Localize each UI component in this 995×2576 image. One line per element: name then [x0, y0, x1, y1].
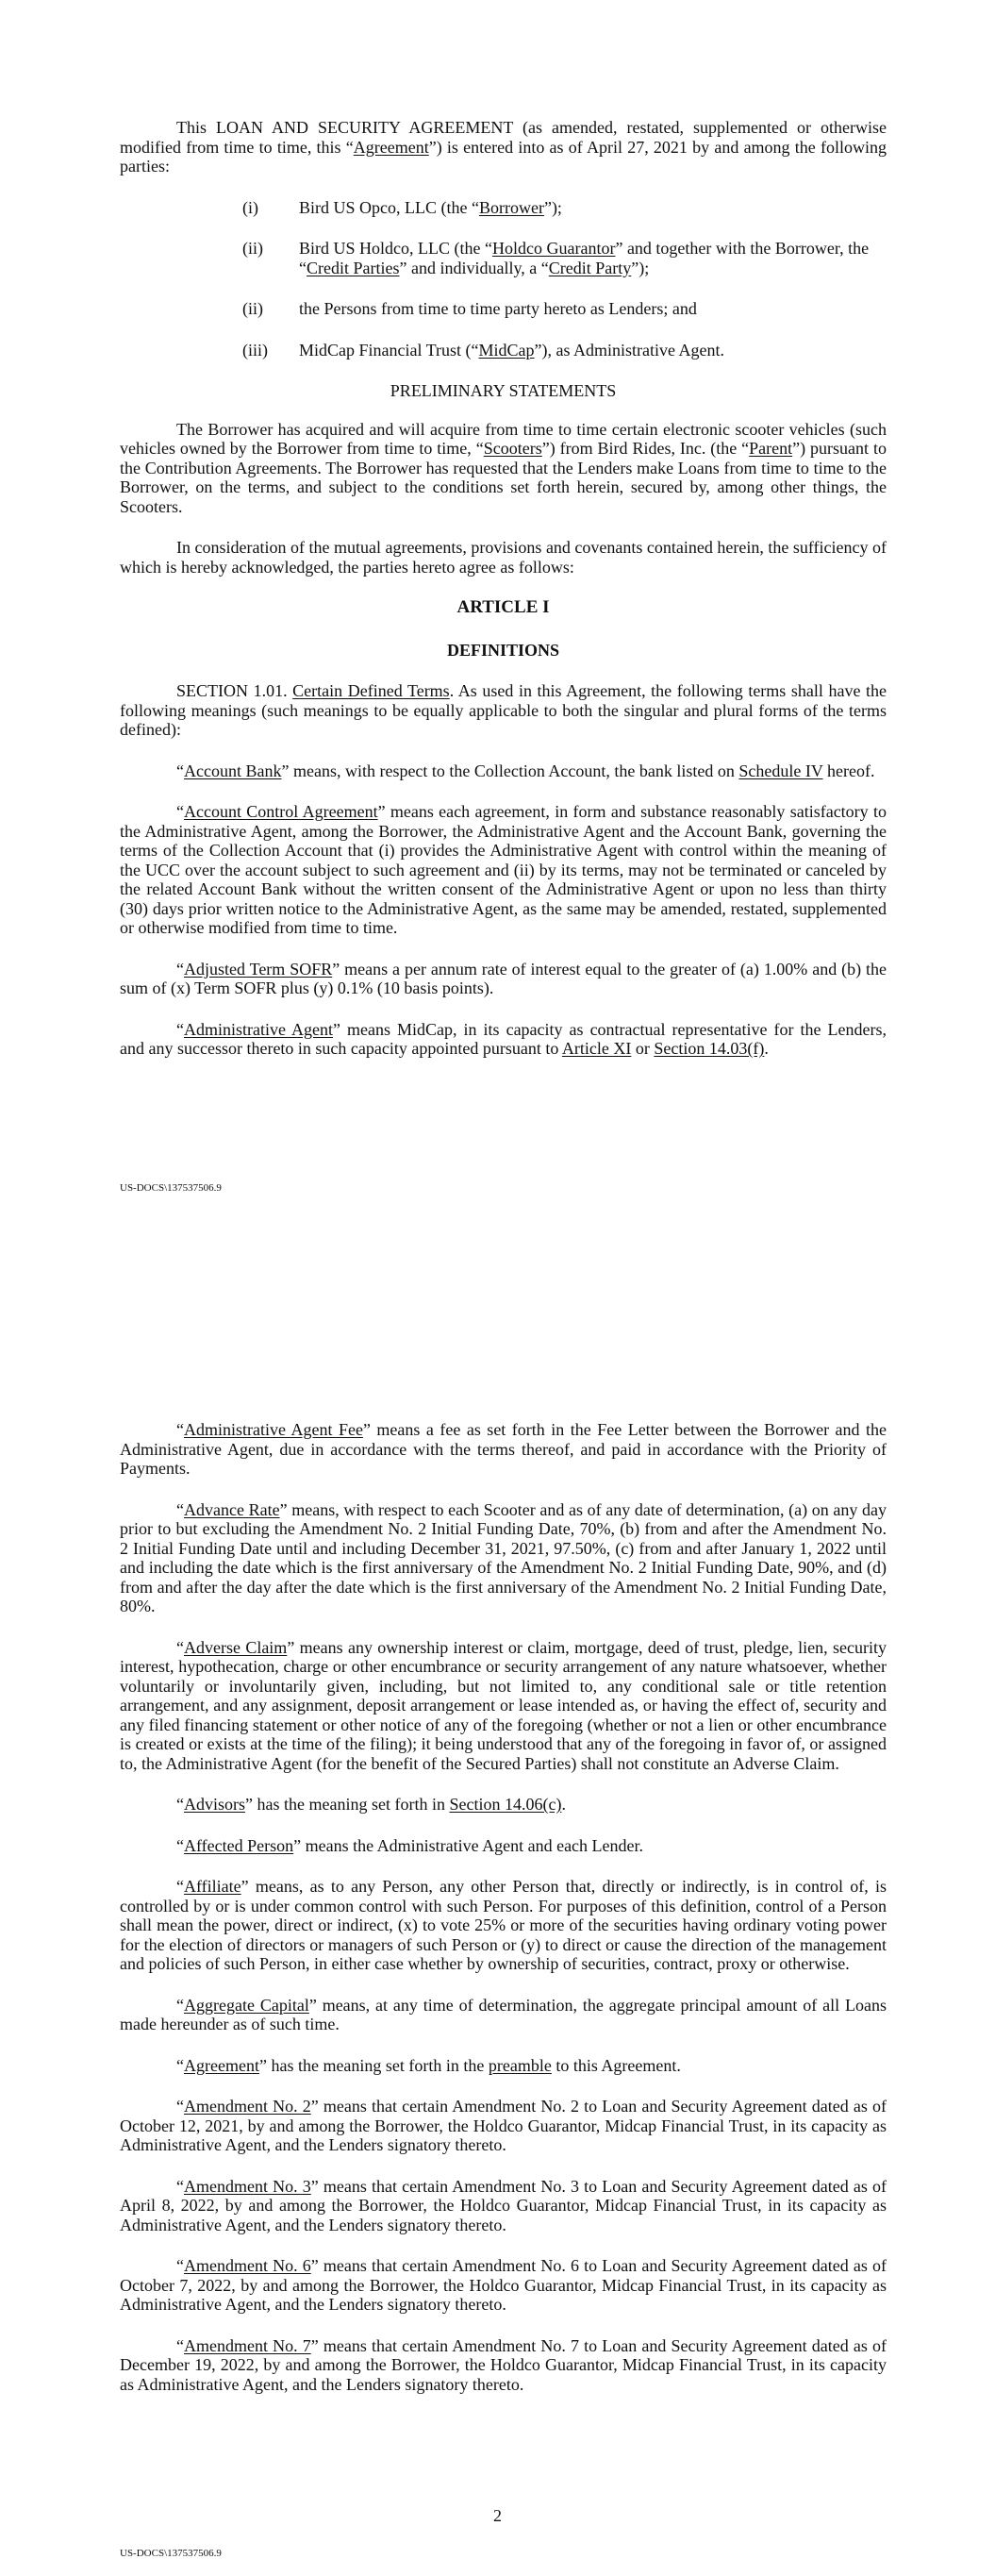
party-number: (iii) [242, 340, 268, 360]
article-heading: ARTICLE I [456, 597, 550, 617]
definition-paragraph [120, 681, 887, 740]
definition-paragraph [120, 960, 887, 998]
text-run: MidCap Financial Trust (“ [299, 340, 479, 360]
text-run: “ [176, 1019, 184, 1039]
document-page-2 [120, 1420, 887, 2416]
page-number: 2 [493, 2506, 502, 2525]
defined-term: Parent [749, 439, 793, 458]
definition-paragraph [120, 2256, 887, 2315]
defined-term: MidCap [478, 340, 535, 360]
text-run: “ [176, 2256, 184, 2275]
definitions-list [120, 681, 887, 1059]
text-run: ”) pursuant to the Contribution Agreements. The Borrower has requested that the Lenders make Loans from time to time to the Borrower, on the terms, and subject to the conditions set forth herein, secured by, among other things, the Scooters. [120, 439, 887, 516]
text-run: “ [176, 1420, 184, 1439]
text-run: ” means that certain Amendment No. 7 to Loan and Security Agreement dated as of December 19, 2022, by and among the Borrower, the Holdco Guarantor, Midcap Financial Trust, in its capacity as Administrative Agent, and the Lenders signatory thereto. [120, 2335, 887, 2394]
party-number: (ii) [242, 299, 263, 318]
defined-term: Agreement [353, 137, 429, 157]
text-run: “ [176, 761, 184, 780]
defined-term: Affected Person [184, 1835, 294, 1855]
party-number: (ii) [242, 239, 263, 258]
text-run: The Borrower has acquired and will acquire from time to time certain electronic scooter vehicles (such vehicles owned by the Borrower from time to time, “ [120, 419, 887, 458]
party-number: (i) [242, 197, 258, 217]
text-run: “ [176, 1835, 184, 1855]
text-run: . As used in this Agreement, the following terms shall have the following meanings (such meanings to be equally applicable to both the singular and plural forms of the terms defined): [120, 681, 887, 739]
definition-paragraph [120, 2097, 887, 2155]
document-footer-id: US-DOCS\137537506.9 [120, 2548, 222, 2559]
defined-term: Amendment No. 2 [184, 2097, 311, 2116]
text-run: . [764, 1039, 769, 1058]
party-item [120, 198, 887, 218]
party-text [299, 198, 887, 218]
defined-term: Administrative Agent [184, 1019, 333, 1039]
text-run: to this Agreement. [551, 2055, 681, 2075]
defined-term: Amendment No. 6 [184, 2256, 311, 2275]
party-item [120, 299, 887, 319]
defined-term: Section 14.06(c) [449, 1795, 562, 1814]
party-text [299, 299, 887, 319]
definition-paragraph [120, 1996, 887, 2034]
text-run: Bird US Holdco, LLC (the “ [299, 239, 492, 258]
defined-term: Adverse Claim [184, 1637, 288, 1657]
definition-paragraph [120, 1836, 887, 1856]
definition-paragraph [120, 1420, 887, 1479]
definition-paragraph [120, 1500, 887, 1616]
definition-paragraph [120, 761, 887, 781]
text-run: “ [176, 1637, 184, 1657]
text-run: ”) from Bird Rides, Inc. (the “ [541, 439, 750, 458]
text-run: “ [176, 959, 184, 979]
text-run: the Persons from time to time party hereto as Lenders; and [299, 299, 697, 318]
text-run: ” means MidCap, in its capacity as contractual representative for the Lenders, and any successor thereto in such capacity appointed pursuant to [120, 1019, 887, 1058]
document-footer-id: US-DOCS\137537506.9 [120, 1182, 222, 1194]
definition-paragraph [120, 2177, 887, 2235]
defined-term: Advance Rate [184, 1499, 280, 1519]
intro-paragraph [120, 118, 887, 176]
defined-term: preamble [488, 2055, 552, 2075]
text-run: ” means each agreement, in form and substance reasonably satisfactory to the Administrative Agent, among the Borrower, the Administrative Agent and the Account Bank, governing the terms of the Collection Account that (i) provides the Administrative Agent with control within the meaning of the UCC over the account subject to such agreement and (ii) by its terms, may not be terminated or canceled by the related Account Bank without the written consent of the Administrative Agent or upon no less than thirty (30) days prior written notice to the Administrative Agent, as the same may be amended, restated, supplemented or otherwise modified from time to time. [120, 802, 887, 937]
defined-term: Account Bank [184, 761, 282, 780]
text-run: . [561, 1795, 566, 1814]
text-run: ”) is entered into as of April 27, 2021 by and among the following parties: [120, 137, 887, 176]
text-run: ” means the Administrative Agent and each Lender. [293, 1835, 644, 1855]
text-run: ”); [631, 258, 650, 277]
defined-term: Agreement [184, 2055, 259, 2075]
text-run: “ [176, 2176, 184, 2196]
definitions-list [120, 1420, 887, 2394]
defined-term: Account Control Agreement [184, 802, 378, 821]
text-run: “ [176, 2335, 184, 2355]
party-item [120, 239, 887, 277]
defined-term: Schedule IV [738, 761, 823, 780]
text-run: ” means a per annum rate of interest equal to the greater of (a) 1.00% and (b) the sum of (x) Term SOFR plus (y) 0.1% (10 basis points). [120, 959, 887, 997]
definition-paragraph [120, 1795, 887, 1815]
document-page-1 [120, 118, 887, 1080]
defined-term: Aggregate Capital [184, 1995, 309, 2015]
preliminary-statements-paragraph [120, 420, 887, 517]
party-text [299, 239, 887, 277]
defined-term: Section 14.03(f) [654, 1039, 765, 1058]
text-run: In consideration of the mutual agreements, provisions and covenants contained herein, the sufficiency of which is hereby acknowledged, the parties hereto agree as follows: [120, 538, 887, 577]
defined-term: Article XI [561, 1039, 632, 1058]
text-run: “ [176, 802, 184, 821]
defined-term: Credit Parties [307, 258, 400, 277]
text-run: “ [176, 1995, 184, 2015]
text-run: ” and together with the Borrower, the “ [299, 239, 870, 277]
defined-term: Amendment No. 3 [184, 2176, 311, 2196]
definition-paragraph [120, 2056, 887, 2076]
text-run: hereof. [822, 761, 875, 780]
defined-term: Amendment No. 7 [184, 2335, 311, 2355]
definition-paragraph [120, 2336, 887, 2395]
text-run: ” means, as to any Person, any other Person that, directly or indirectly, is in control of, is controlled by or is under common control with such Person. For purposes of this definition, control of a Person shall mean the power, direct or indirect, (x) to vote 25% or more of the securities having ordinary voting power for the election of directors or managers of such Person or (y) to direct or cause the direction of the management and policies of such Person, in either case whether by ownership of securities, contract, proxy or otherwise. [120, 1877, 887, 1973]
parties-list [120, 198, 887, 360]
text-run: “ [176, 1499, 184, 1519]
text-run: Bird US Opco, LLC (the “ [299, 197, 479, 217]
text-run: ” means that certain Amendment No. 6 to Loan and Security Agreement dated as of October 7, 2022, by and among the Borrower, the Holdco Guarantor, Midcap Financial Trust, in its capacity as Administrative Agent, and the Lenders signatory thereto. [120, 2256, 887, 2314]
definition-paragraph [120, 802, 887, 938]
text-run: ” means a fee as set forth in the Fee Letter between the Borrower and the Administrative Agent, due in accordance with the terms thereof, and paid in accordance with the Priority of Payments. [120, 1420, 887, 1478]
text-run: ”); [543, 197, 562, 217]
text-run: or [631, 1039, 655, 1058]
text-run: SECTION 1.01. [176, 681, 293, 700]
preliminary-statements-heading: PRELIMINARY STATEMENTS [390, 381, 617, 400]
party-text [299, 341, 887, 360]
party-item [120, 341, 887, 360]
definition-paragraph [120, 1877, 887, 1974]
text-run: ” means, at any time of determination, the aggregate principal amount of all Loans made hereunder as of such time. [120, 1995, 887, 2033]
consideration-paragraph [120, 538, 887, 577]
definition-paragraph [120, 1020, 887, 1059]
text-run: “ [176, 2055, 184, 2075]
text-run: ” means, with respect to the Collection Account, the bank listed on [281, 761, 739, 780]
defined-term: Adjusted Term SOFR [184, 959, 333, 979]
text-run: This LOAN AND SECURITY AGREEMENT (as amended, restated, supplemented or otherwise modified from time to time, this “ [120, 118, 887, 157]
definitions-heading: DEFINITIONS [446, 640, 560, 660]
defined-term: Borrower [478, 197, 544, 217]
text-run: “ [176, 1795, 184, 1814]
defined-term: Affiliate [184, 1877, 241, 1896]
definition-paragraph [120, 1638, 887, 1774]
text-run: “ [176, 2097, 184, 2116]
defined-term: Credit Party [548, 258, 632, 277]
text-run: ” and individually, a “ [399, 258, 549, 277]
text-run: ” has the meaning set forth in the [258, 2055, 489, 2075]
text-run: “ [176, 1877, 184, 1896]
defined-term: Administrative Agent Fee [184, 1420, 363, 1439]
text-run: ” means that certain Amendment No. 3 to Loan and Security Agreement dated as of April 8, 2022, by and among the Borrower, the Holdco Guarantor, Midcap Financial Trust, in its capacity as Administrative Agent, and the Lenders signatory thereto. [120, 2176, 887, 2234]
text-run: ”), as Administrative Agent. [534, 340, 724, 360]
defined-term: Scooters [483, 439, 542, 458]
defined-term: Advisors [184, 1795, 246, 1814]
defined-term: Certain Defined Terms [292, 681, 450, 700]
text-run: ” means, with respect to each Scooter and as of any date of determination, (a) on any day prior to but excluding the Amendment No. 2 Initial Funding Date, 70%, (b) from and after the Amendment No. 2 Initial Funding Date until and including December 31, 2021, 97.50%, (c) from and after January 1, 2022 until and including the date which is the first anniversary of the Amendment No. 2 Initial Funding Date, 90%, and (d) from and after the day after the date which is the first anniversary of the Amendment No. 2 Initial Funding Date, 80%. [120, 1499, 887, 1615]
text-run: ” has the meaning set forth in [245, 1795, 450, 1814]
text-run: ” means any ownership interest or claim, mortgage, deed of trust, pledge, lien, security interest, hypothecation, charge or other encumbrance or security arrangement of any nature whatsoever, whether voluntarily or involuntarily given, including, but not limited to, any conditional sale or title retention arrangement, and any assignment, deposit arrangement or lease intended as, or having the effect of, security and any filed financing statement or other notice of any of the foregoing (whether or not a lien or other encumbrance is created or exists at the time of the filing); it being understood that any of the foregoing in favor of, or assigned to, the Administrative Agent (for the benefit of the Secured Parties) shall not constitute an Adverse Claim. [120, 1637, 887, 1773]
defined-term: Holdco Guarantor [491, 239, 616, 258]
text-run: ” means that certain Amendment No. 2 to Loan and Security Agreement dated as of October 12, 2021, by and among the Borrower, the Holdco Guarantor, Midcap Financial Trust, in its capacity as Administrative Agent, and the Lenders signatory thereto. [120, 2097, 887, 2154]
